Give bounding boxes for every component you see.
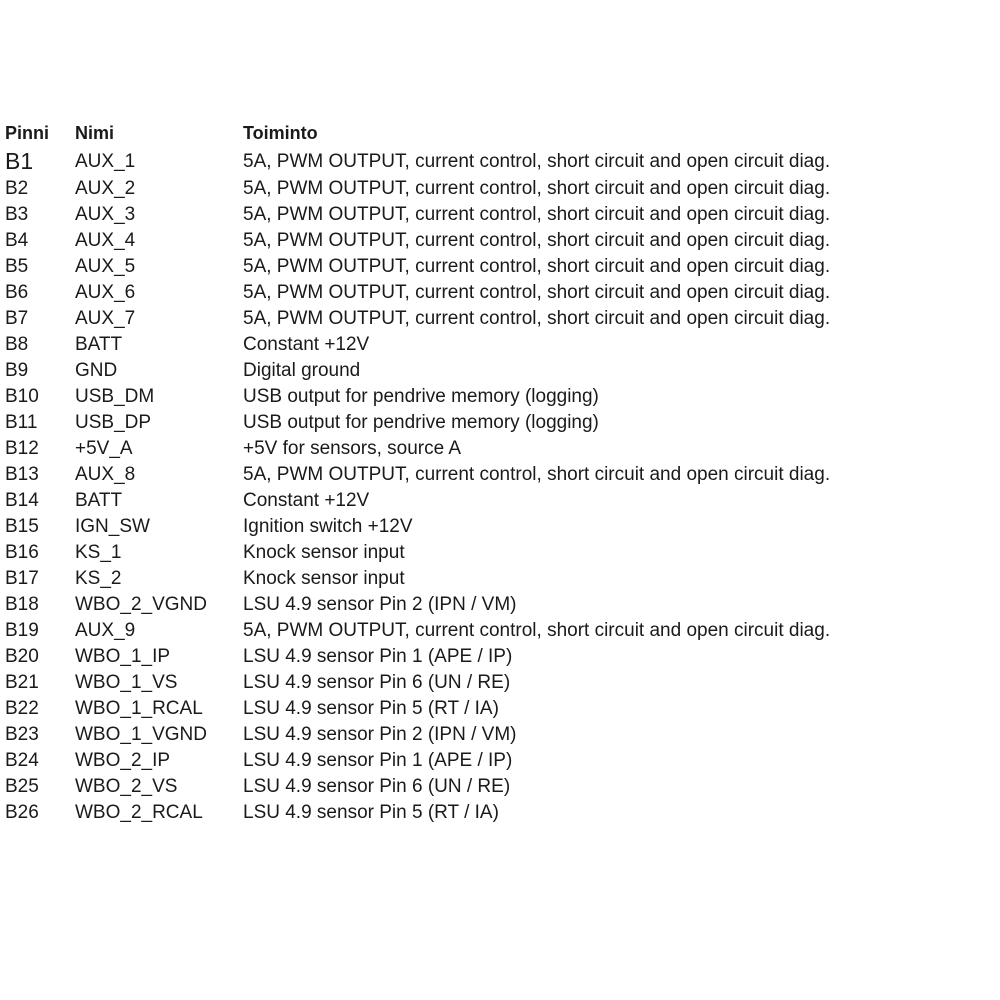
pin-cell: B2 xyxy=(5,178,29,199)
function-cell: USB output for pendrive memory (logging) xyxy=(243,386,599,407)
table-row xyxy=(5,488,995,514)
function-cell: LSU 4.9 sensor Pin 2 (IPN / VM) xyxy=(243,594,517,615)
name-cell: KS_1 xyxy=(75,542,122,563)
name-cell: +5V_A xyxy=(75,438,133,459)
name-cell: USB_DM xyxy=(75,386,155,407)
name-cell: GND xyxy=(75,360,118,381)
pin-cell: B7 xyxy=(5,308,29,329)
table-row xyxy=(5,358,995,384)
header-function: Toiminto xyxy=(243,123,318,143)
name-cell: WBO_1_IP xyxy=(75,646,171,667)
pin-cell: B11 xyxy=(5,412,38,433)
pin-cell: B16 xyxy=(5,542,39,563)
pin-cell: B22 xyxy=(5,698,39,719)
function-cell: 5A, PWM OUTPUT, current control, short circuit and open circuit diag. xyxy=(243,282,831,303)
name-cell: WBO_2_VGND xyxy=(75,594,207,615)
function-cell: Constant +12V xyxy=(243,490,370,511)
function-cell: USB output for pendrive memory (logging) xyxy=(243,412,599,433)
name-cell: WBO_1_RCAL xyxy=(75,698,203,719)
name-cell: AUX_5 xyxy=(75,256,136,277)
function-cell: LSU 4.9 sensor Pin 5 (RT / IA) xyxy=(243,802,499,823)
pin-cell: B17 xyxy=(5,568,39,589)
function-cell: 5A, PWM OUTPUT, current control, short circuit and open circuit diag. xyxy=(243,230,831,251)
name-cell: USB_DP xyxy=(75,412,152,433)
table-body xyxy=(5,147,995,826)
table-row xyxy=(5,176,995,202)
pin-cell: B1 xyxy=(5,148,34,174)
name-cell: BATT xyxy=(75,490,123,511)
name-cell: BATT xyxy=(75,334,123,355)
pin-cell: B25 xyxy=(5,776,39,797)
pin-cell: B23 xyxy=(5,724,39,745)
function-cell: Constant +12V xyxy=(243,334,370,355)
table-row xyxy=(5,462,995,488)
pin-cell: B26 xyxy=(5,802,39,823)
name-cell: AUX_1 xyxy=(75,150,136,172)
function-cell: Digital ground xyxy=(243,360,361,381)
pin-cell: B13 xyxy=(5,464,39,485)
function-cell: +5V for sensors, source A xyxy=(243,438,462,459)
table-row xyxy=(5,670,995,696)
pin-cell: B24 xyxy=(5,750,39,771)
name-cell: WBO_2_RCAL xyxy=(75,802,203,823)
header-name: Nimi xyxy=(75,123,115,143)
table-row xyxy=(5,800,995,826)
pin-cell: B9 xyxy=(5,360,29,381)
pin-cell: B18 xyxy=(5,594,39,615)
table-row xyxy=(5,410,995,436)
table-row xyxy=(5,384,995,410)
table-row xyxy=(5,332,995,358)
function-cell: LSU 4.9 sensor Pin 1 (APE / IP) xyxy=(243,646,513,667)
function-cell: LSU 4.9 sensor Pin 6 (UN / RE) xyxy=(243,776,511,797)
function-cell: LSU 4.9 sensor Pin 5 (RT / IA) xyxy=(243,698,499,719)
function-cell: LSU 4.9 sensor Pin 2 (IPN / VM) xyxy=(243,724,517,745)
name-cell: IGN_SW xyxy=(75,516,150,537)
pin-cell: B10 xyxy=(5,386,39,407)
pin-cell: B12 xyxy=(5,438,39,459)
table-header-row xyxy=(5,117,995,147)
table-row xyxy=(5,254,995,280)
name-cell: WBO_2_VS xyxy=(75,776,178,797)
name-cell: AUX_6 xyxy=(75,282,136,303)
header-pin: Pinni xyxy=(5,123,49,143)
function-cell: Knock sensor input xyxy=(243,568,405,589)
table-row xyxy=(5,228,995,254)
pin-cell: B14 xyxy=(5,490,39,511)
table-row xyxy=(5,592,995,618)
pin-cell: B21 xyxy=(5,672,39,693)
function-cell: 5A, PWM OUTPUT, current control, short circuit and open circuit diag. xyxy=(243,204,831,225)
function-cell: Ignition switch +12V xyxy=(243,516,413,537)
table-row xyxy=(5,514,995,540)
table-row xyxy=(5,696,995,722)
pin-cell: B8 xyxy=(5,334,29,355)
table-row xyxy=(5,306,995,332)
pin-cell: B19 xyxy=(5,620,39,641)
pin-cell: B6 xyxy=(5,282,29,303)
pin-cell: B5 xyxy=(5,256,29,277)
table-row xyxy=(5,748,995,774)
table-row xyxy=(5,774,995,800)
name-cell: WBO_1_VS xyxy=(75,672,178,693)
table-row xyxy=(5,540,995,566)
table-row xyxy=(5,436,995,462)
function-cell: 5A, PWM OUTPUT, current control, short circuit and open circuit diag. xyxy=(243,150,831,172)
function-cell: 5A, PWM OUTPUT, current control, short circuit and open circuit diag. xyxy=(243,464,831,485)
name-cell: AUX_9 xyxy=(75,620,136,641)
table-row xyxy=(5,618,995,644)
table-row xyxy=(5,722,995,748)
function-cell: 5A, PWM OUTPUT, current control, short circuit and open circuit diag. xyxy=(243,620,831,641)
name-cell: WBO_1_VGND xyxy=(75,724,207,745)
name-cell: WBO_2_IP xyxy=(75,750,171,771)
name-cell: KS_2 xyxy=(75,568,122,589)
name-cell: AUX_2 xyxy=(75,178,136,199)
function-cell: 5A, PWM OUTPUT, current control, short circuit and open circuit diag. xyxy=(243,178,831,199)
pin-cell: B4 xyxy=(5,230,29,251)
table-row xyxy=(5,202,995,228)
pin-cell: B20 xyxy=(5,646,39,667)
pin-cell: B15 xyxy=(5,516,39,537)
function-cell: 5A, PWM OUTPUT, current control, short circuit and open circuit diag. xyxy=(243,256,831,277)
name-cell: AUX_4 xyxy=(75,230,136,251)
pin-cell: B3 xyxy=(5,204,29,225)
name-cell: AUX_7 xyxy=(75,308,136,329)
function-cell: Knock sensor input xyxy=(243,542,405,563)
table-row xyxy=(5,280,995,306)
function-cell: LSU 4.9 sensor Pin 1 (APE / IP) xyxy=(243,750,513,771)
table-row xyxy=(5,566,995,592)
name-cell: AUX_8 xyxy=(75,464,136,485)
table-row xyxy=(5,147,995,176)
function-cell: LSU 4.9 sensor Pin 6 (UN / RE) xyxy=(243,672,511,693)
pinout-table xyxy=(5,117,995,826)
name-cell: AUX_3 xyxy=(75,204,136,225)
function-cell: 5A, PWM OUTPUT, current control, short circuit and open circuit diag. xyxy=(243,308,831,329)
table-row xyxy=(5,644,995,670)
